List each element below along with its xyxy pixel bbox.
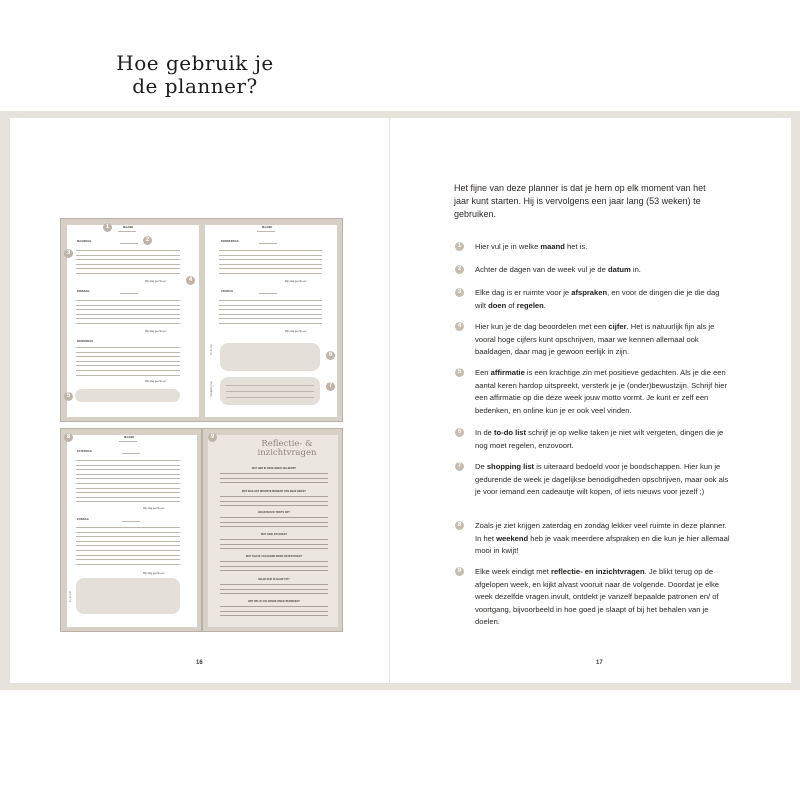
mockup-writing-line [219, 273, 322, 274]
mockup-writing-line [76, 541, 180, 542]
reflection-answer-line [220, 544, 328, 545]
mockup-writing-line [76, 532, 180, 533]
reflection-answer-line [220, 539, 328, 540]
reflection-answer-line [220, 501, 328, 502]
item-number: 7 [455, 462, 464, 471]
mockup-writing-line [76, 309, 180, 310]
reflection-answer-line [220, 526, 328, 527]
item-number: 9 [455, 567, 464, 576]
reflection-question: WAT KAN IK VOLGENDE WEEK BETER DOEN? [245, 555, 303, 558]
mockup-writing-line [219, 250, 322, 251]
item-text: Elke week eindigt met reflectie- en inzichtvragen. Je blikt terug op de afgelopen week, en kijkt alvast vooruit naar de volgende. Doordat je elke week dezelfde vragen invult, ontdekt je vanzelf bepaalde patronen en/ of voortgang, bijvoorbeeld in hoe goed je slaapt of bij het behalen van je doelen. [475, 567, 719, 626]
item-text: Hier kun je de dag beoordelen met een cijfer. Het is natuurlijk fijn als je vooral hoge cijfers kunt opschrijven, maar we kennen allemaal ook baaldagen, daar mag je gewoon eerlijk in zijn. [475, 322, 715, 356]
item-text: Zoals je ziet krijgen zaterdag en zondag lekker veel ruimte in deze planner. In het weekend heb je vaak meerdere afspraken en die kun je hier allemaal mooi in kwijt! [475, 521, 730, 555]
reflection-answer-line [220, 561, 328, 562]
reflection-answer-line [220, 593, 328, 594]
mockup-writing-line [76, 268, 180, 269]
reflection-answer-line [220, 611, 328, 612]
reflection-title [237, 440, 337, 458]
mockup-writing-line [76, 488, 180, 489]
mockup-todo-label: To do list [210, 343, 213, 355]
mockup-day-label: DINSDAG [77, 290, 90, 293]
item-text: De shopping list is uiteraard bedoeld voor je boodschappen. Hier kun je gedurende de week je dagelijkse benodigdheden opschrijven, maar ook als je voor iemand een cadeautje wilt kopen, of iets nieuws voor jezelf ;) [475, 462, 729, 496]
mockup-writing-line [76, 550, 180, 551]
item-number: 6 [455, 428, 464, 437]
reflection-answer-line [220, 570, 328, 571]
item-number: 2 [455, 265, 464, 274]
mockup-month-rule [257, 231, 275, 232]
mockup-writing-line [76, 300, 180, 301]
mockup-writing-line [76, 375, 180, 376]
reflection-question: WAT GING ER GOED? [260, 533, 288, 536]
explanation-item [455, 241, 730, 254]
mockup-writing-line [219, 323, 322, 324]
reflection-answer-line [220, 566, 328, 567]
mockup-rating-label: Mijn dag geef ik een [145, 280, 167, 283]
mockup-writing-line [76, 474, 180, 475]
mockup-writing-line [219, 255, 322, 256]
explanation-item [455, 461, 730, 499]
mockup-day-label: WOENSDAG [77, 340, 94, 343]
explanation-item [455, 367, 730, 417]
mockup-rating-label: Mijn dag geef ik een [143, 572, 165, 575]
mockup-writing-line [76, 323, 180, 324]
mockup-month-rule [118, 231, 136, 232]
mockup-todo-box-weekend [76, 578, 180, 614]
reflection-title-line-1: Reflectie- & [261, 439, 313, 449]
reflection-answer-line [220, 482, 328, 483]
badge-9: 9 [208, 433, 217, 442]
item-number: 3 [455, 288, 464, 297]
item-text: Elke dag is er ruimte voor je afspraken, en voor de dingen die je die dag wilt doen of regelen. [475, 288, 720, 310]
mockup-writing-line [76, 555, 180, 556]
badge-3: 3 [64, 249, 73, 258]
badge-5: 5 [64, 392, 73, 401]
mockup-month-label: MAAND [123, 226, 134, 229]
mockup-writing-line [76, 259, 180, 260]
badge-4: 4 [186, 276, 195, 285]
reflection-answer-line [220, 522, 328, 523]
mockup-writing-line [76, 255, 180, 256]
mockup-pill-divider [226, 391, 314, 392]
badge-1: 1 [103, 223, 112, 232]
mockup-date-rule [259, 293, 277, 294]
mockup-writing-line [76, 352, 180, 353]
mockup-month-rule [119, 441, 137, 442]
explanation-item [455, 287, 730, 312]
mockup-writing-line [76, 264, 180, 265]
reflection-answer-line [220, 473, 328, 474]
mockup-writing-line [219, 268, 322, 269]
page-number-left: 16 [196, 660, 203, 666]
explanation-item [455, 520, 730, 558]
mockup-day-label: ZATERDAG [77, 450, 93, 453]
mockup-writing-line [76, 314, 180, 315]
mockup-writing-line [219, 318, 322, 319]
title-line-1: Hoe gebruik je [116, 51, 274, 75]
explanation-item [455, 427, 730, 452]
mockup-writing-line [76, 347, 180, 348]
mockup-writing-line [76, 492, 180, 493]
mockup-rating-label: Mijn dag geef ik een [145, 330, 167, 333]
mockup-writing-line [76, 273, 180, 274]
mockup-date-rule [259, 243, 277, 244]
mockup-writing-line [76, 527, 180, 528]
reflection-question: WAT HEB IK DEZE WEEK GELEERD? [251, 467, 297, 470]
mockup-date-rule [122, 453, 140, 454]
mockup-writing-line [76, 483, 180, 484]
item-number: 4 [455, 322, 464, 331]
reflection-answer-line [220, 505, 328, 506]
item-number: 8 [455, 521, 464, 530]
mockup-writing-line [219, 300, 322, 301]
reflection-answer-line [220, 548, 328, 549]
mockup-day-label: ZONDAG [77, 518, 89, 521]
item-text: Een affirmatie is een krachtige zin met positieve gedachten. Als je die een aantal keren hardop uitspreekt, versterk je je (onder)bewustzijn. Schrijf hier een affirmatie op die deze week jouw motto vormt. Je kunt er zelf een bedenken, en online kun je er ook veel vinden. [475, 368, 727, 415]
reflection-question: WAT WAS HET MOOISTE MOMENT VAN DEZE WEEK? [241, 490, 307, 493]
mockup-todo-box [220, 343, 320, 371]
badge-2: 2 [143, 236, 152, 245]
mockup-shopping-label: Shopping list [210, 380, 213, 397]
mockup-writing-line [76, 469, 180, 470]
explanation-item [455, 321, 730, 359]
mockup-writing-line [76, 497, 180, 498]
mockup-writing-line [76, 250, 180, 251]
mockup-writing-line [76, 365, 180, 366]
mockup-date-rule [122, 521, 140, 522]
title-line-2: de planner? [132, 74, 258, 98]
mockup-day-label: MAANDAG [77, 240, 92, 243]
mockup-writing-line [76, 478, 180, 479]
mockup-writing-line [76, 460, 180, 461]
badge-7: 7 [326, 382, 335, 391]
mockup-writing-line [219, 309, 322, 310]
mockup-day-label: DONDERDAG [221, 240, 239, 243]
mockup-day-label: VRIJDAG [221, 290, 234, 293]
mockup-rating-label: Mijn dag geef ik een [143, 507, 165, 510]
mockup-writing-line [76, 465, 180, 466]
mockup-date-rule [120, 293, 138, 294]
mockup-affirmation-box [75, 389, 180, 402]
reflection-answer-line [220, 589, 328, 590]
mockup-month-label: MAAND [262, 226, 273, 229]
mockup-writing-line [219, 305, 322, 306]
mockup-rating-label: Mijn dag geef ik een [285, 330, 307, 333]
page-number-right: 17 [596, 660, 603, 666]
mockup-pill-divider [226, 397, 314, 398]
reflection-answer-line [220, 496, 328, 497]
mockup-writing-line [76, 536, 180, 537]
reflection-answer-line [220, 584, 328, 585]
mockup-writing-line [76, 361, 180, 362]
mockup-date-rule [120, 243, 138, 244]
mockup-rating-label: Mijn dag geef ik een [285, 280, 307, 283]
mockup-writing-line [76, 559, 180, 560]
mockup-writing-line [76, 564, 180, 565]
item-text: Hier vul je in welke maand het is. [475, 242, 588, 251]
badge-8: 8 [64, 433, 73, 442]
item-text: In de to-do list schrijf je op welke taken je niet wilt vergeten, dingen die je nog moet regelen, enzovoort. [475, 428, 724, 450]
mockup-rating-label: Mijn dag geef ik een [145, 380, 167, 383]
mockup-sheet-reflection [208, 435, 338, 627]
mockup-writing-line [76, 501, 180, 502]
reflection-answer-line [220, 517, 328, 518]
intro-text: Het fijne van deze planner is dat je hem op elk moment van het jaar kunt starten. Hij is vervolgens een jaar lang (53 weken) te gebruiken. [454, 183, 706, 219]
mockup-writing-line [76, 370, 180, 371]
item-number: 1 [455, 242, 464, 251]
mockup-writing-line [76, 318, 180, 319]
mockup-writing-line [219, 264, 322, 265]
badge-6: 6 [326, 351, 335, 360]
mockup-todo-label: To do list [69, 590, 72, 602]
reflection-answer-line [220, 478, 328, 479]
explanation-item [455, 264, 730, 277]
mockup-writing-line [76, 545, 180, 546]
reflection-answer-line [220, 606, 328, 607]
reflection-question: WAAR KIJK IK NAAR UIT? [258, 578, 290, 581]
mockup-writing-line [76, 356, 180, 357]
reflection-answer-line [220, 615, 328, 616]
mockup-month-label: MAAND [124, 436, 135, 439]
reflection-question: WAT WIL IK VOLGENDE WEEK BEREIKEN? [248, 600, 300, 603]
mockup-pill-divider [226, 385, 314, 386]
reflection-question: WAAR BEN IK TROTS OP? [258, 511, 290, 514]
mockup-writing-line [219, 259, 322, 260]
mockup-writing-line [76, 305, 180, 306]
item-number: 5 [455, 368, 464, 377]
reflection-title-line-2: inzichtvragen [257, 448, 317, 458]
explanation-item [455, 566, 730, 629]
mockup-writing-line [219, 314, 322, 315]
item-text: Achter de dagen van de week vul je de datum in. [475, 265, 641, 274]
page-title [105, 52, 285, 98]
